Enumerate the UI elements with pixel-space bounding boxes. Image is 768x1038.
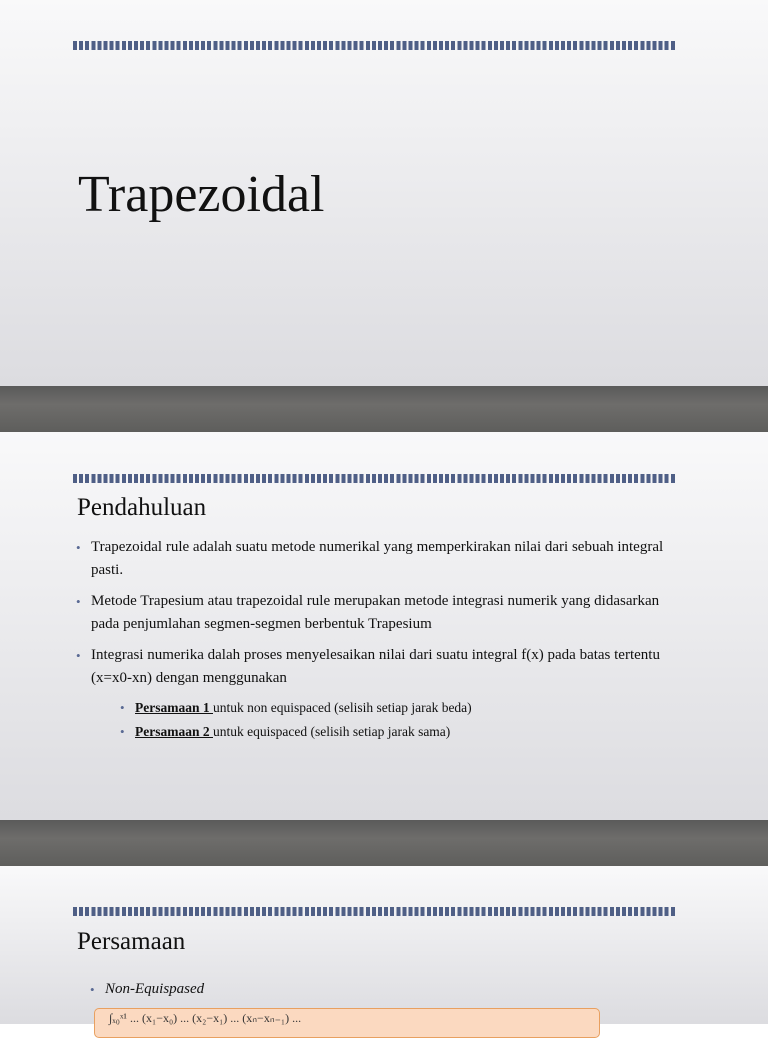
slide-persamaan [0, 866, 768, 1024]
bullet-item [90, 978, 680, 1001]
sub-text: untuk equispaced (selisih setiap jarak sama) [213, 724, 451, 739]
texture-band [0, 820, 768, 866]
bullet-text: Non-Equispased [105, 981, 205, 997]
bullet-text: Integrasi numerika dalah proses menyelesaikan nilai dari suatu integral f(x) pada batas tertentu (x=x0-xn) dengan menggunakan [91, 647, 660, 686]
bullet-item: • Metode Trapesium atau trapezoidal rule merupakan metode integrasi numerik yang didasarkan pada penjumlahan segmen-segmen berbentuk Trapesium [76, 590, 666, 636]
slide-heading: Persamaan [77, 928, 186, 955]
texture-band [0, 386, 768, 432]
sub-item [120, 720, 666, 744]
bullet-item [76, 644, 666, 744]
sub-list [91, 696, 666, 744]
sub-text: untuk non equispaced (selisih setiap jarak beda) [213, 700, 472, 715]
slide-title-text: Trapezoidal [78, 166, 325, 223]
slide-heading: Pendahuluan [77, 494, 207, 521]
formula-box: ∫ₓ₀ˣ¹ ... (x₁−x₀) ... (x₂−x₁) ... (xₙ−xₙ₋₁) ... [94, 1008, 600, 1038]
equation-ref: Persamaan 2 [135, 724, 213, 739]
decorative-stripe [73, 474, 677, 483]
bullet-list [90, 978, 680, 1009]
equation-ref: Persamaan 1 [135, 700, 213, 715]
bullet-list [76, 536, 666, 752]
slide-title [0, 0, 768, 386]
sub-item [120, 696, 666, 720]
bullet-item: • Trapezoidal rule adalah suatu metode numerikal yang memperkirakan nilai dari sebuah integral pasti. [76, 536, 666, 582]
slide-pendahuluan [0, 432, 768, 820]
decorative-stripe [73, 41, 677, 50]
decorative-stripe [73, 907, 677, 916]
